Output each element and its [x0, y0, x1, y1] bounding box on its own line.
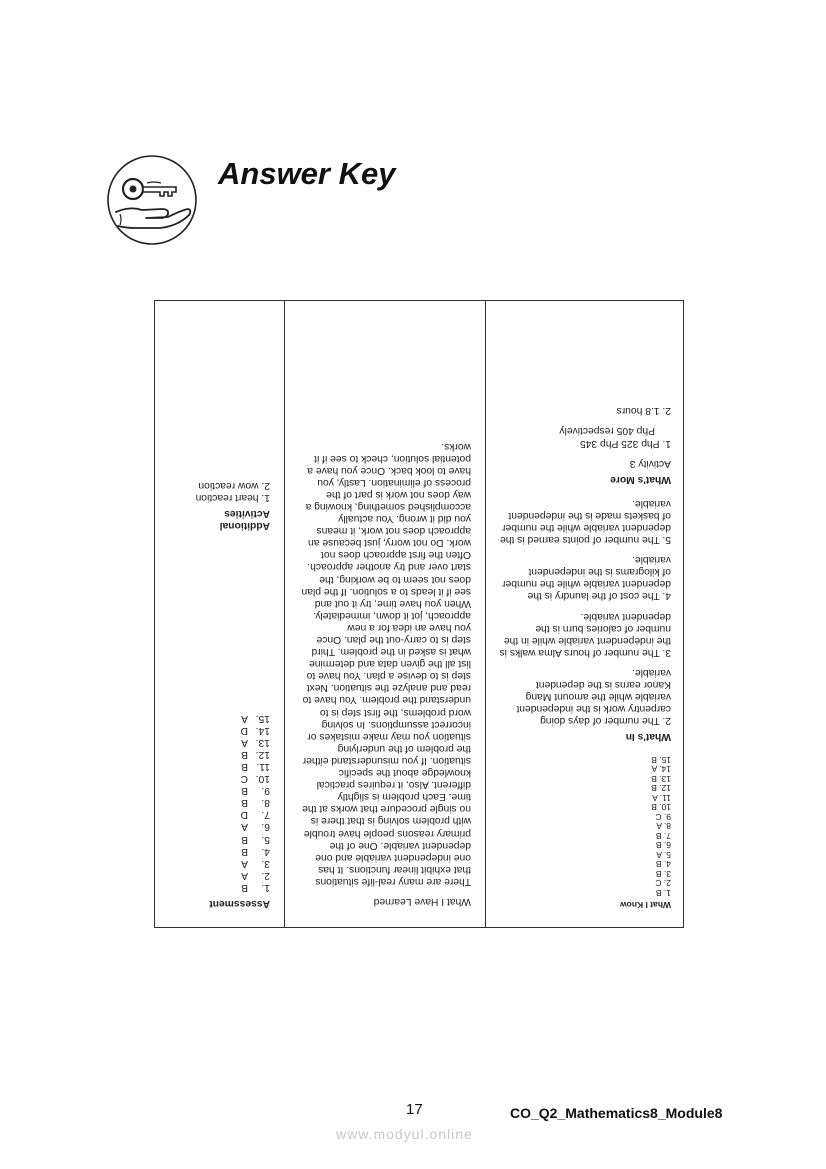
list-item: 10.C	[240, 773, 270, 785]
whats-in-heading: What's In	[625, 731, 671, 743]
whats-in-item: 3. The number of hours Alma walks is the independent variable while in the number of calories burn is the dependent variable.	[499, 610, 671, 658]
page-number: 17	[406, 1101, 423, 1118]
list-item: 14. A	[651, 764, 671, 775]
list-item: 13. B	[651, 773, 671, 784]
key-hand-icon	[106, 154, 198, 246]
list-item: 10. B	[651, 802, 671, 813]
know-heading: What I Know	[620, 900, 671, 910]
page-title: Answer Key	[218, 156, 396, 191]
list-item: 15.A	[241, 712, 270, 724]
list-item: 3. B	[655, 868, 671, 879]
list-item: 9.B	[241, 785, 270, 797]
watermark: www.modyul.online	[336, 1126, 473, 1142]
list-item: 1. heart reaction	[195, 492, 270, 504]
list-item: 8. A	[656, 821, 671, 832]
answer-key-table	[154, 300, 684, 928]
list-item: 5.B	[241, 833, 270, 845]
assessment-heading: Assessment	[209, 898, 270, 909]
know-column	[486, 301, 683, 927]
list-item: 12. B	[651, 783, 671, 794]
whats-in-item: 4. The cost of the laundry is the dependent variable while the number of kilograms is the independent variable.	[502, 554, 671, 602]
whats-in-item: 2. The number of days doing carpentry work is the independent variable while the amount Mang Kanor earns is the dependent variable.	[516, 666, 671, 727]
additional-list	[169, 479, 270, 503]
list-item: 3.A	[241, 857, 270, 869]
list-item: 13.A	[241, 736, 270, 748]
list-item: 12.B	[241, 748, 270, 760]
list-item: 2. C	[655, 878, 671, 889]
list-item: 11.B	[241, 760, 270, 772]
list-item: 2. wow reaction	[198, 480, 270, 492]
list-item: 1.B	[241, 881, 270, 893]
activity-label: Activity 3	[629, 457, 671, 469]
activity-answer-1-detail: Php 405 respectively	[559, 425, 655, 437]
list-item: 6. B	[655, 840, 671, 851]
list-item: 5. A	[656, 849, 671, 860]
list-item: 6.A	[241, 821, 270, 833]
assessment-column	[155, 301, 285, 927]
list-item: 4. B	[655, 859, 671, 870]
whats-in-item: 5. The number of points earned is the dependent variable while the number of baskets made is the independent variable.	[500, 497, 671, 546]
learned-column	[285, 301, 486, 927]
list-item: 9. C	[655, 811, 671, 822]
activity-answer-2: 2. 1.8 hours	[616, 405, 671, 417]
list-item: 14.D	[240, 724, 270, 736]
learned-paragraph: There are many real-life situations that exhibit linear functions. It has one independent variable and one dependent variable. One of the primary reasons people have trouble with problem solving is that there is no single procedure that works at the time. Each problem is slightly different. Also, it requires practical knowledge about the specific situation. If you misunderstand either the problem of the underlying situation you may make mistakes or incorrect assumptions. In solving word problems, the first step is to understand the problem. You have to read and analyze the situation. Next step is to devise a plan. You have to list all the given data and determine what is asked in the problem. Third step is to carry-out the plan. Once you have an idea for a new approach, jot it down, immediately. When you have time, try it out and see if it leads to a solution. If the plan does not seem to be working, the start over and try another approach. Often the first approach does not work. Do not worry, just because an approach does not work, it means you did it wrong. You actually accomplished something, knowing a way does not work is part of the process of elimination. Lastly, you have to look back. Once you have a potential solution, check to see if it works.	[301, 440, 471, 887]
know-list	[498, 754, 671, 897]
list-item: 7. B	[655, 830, 671, 841]
learned-heading: What I Have Learned	[373, 896, 471, 907]
additional-heading: Additional	[219, 520, 270, 532]
assessment-list	[169, 712, 270, 893]
whats-more-heading: What's More	[610, 473, 671, 485]
list-item: 8.B	[241, 797, 270, 809]
list-item: 15. B	[651, 754, 671, 765]
list-item: 7.D	[240, 809, 270, 821]
list-item: 4.B	[241, 845, 270, 857]
module-code: CO_Q2_Mathematics8_Module8	[510, 1105, 723, 1121]
list-item: 1. B	[655, 887, 671, 898]
activities-heading: Activities	[224, 508, 270, 520]
list-item: 11. A	[652, 792, 671, 803]
list-item: 2.A	[241, 869, 270, 881]
activity-answer-1: 1. Php 325 Php 345	[579, 437, 671, 449]
